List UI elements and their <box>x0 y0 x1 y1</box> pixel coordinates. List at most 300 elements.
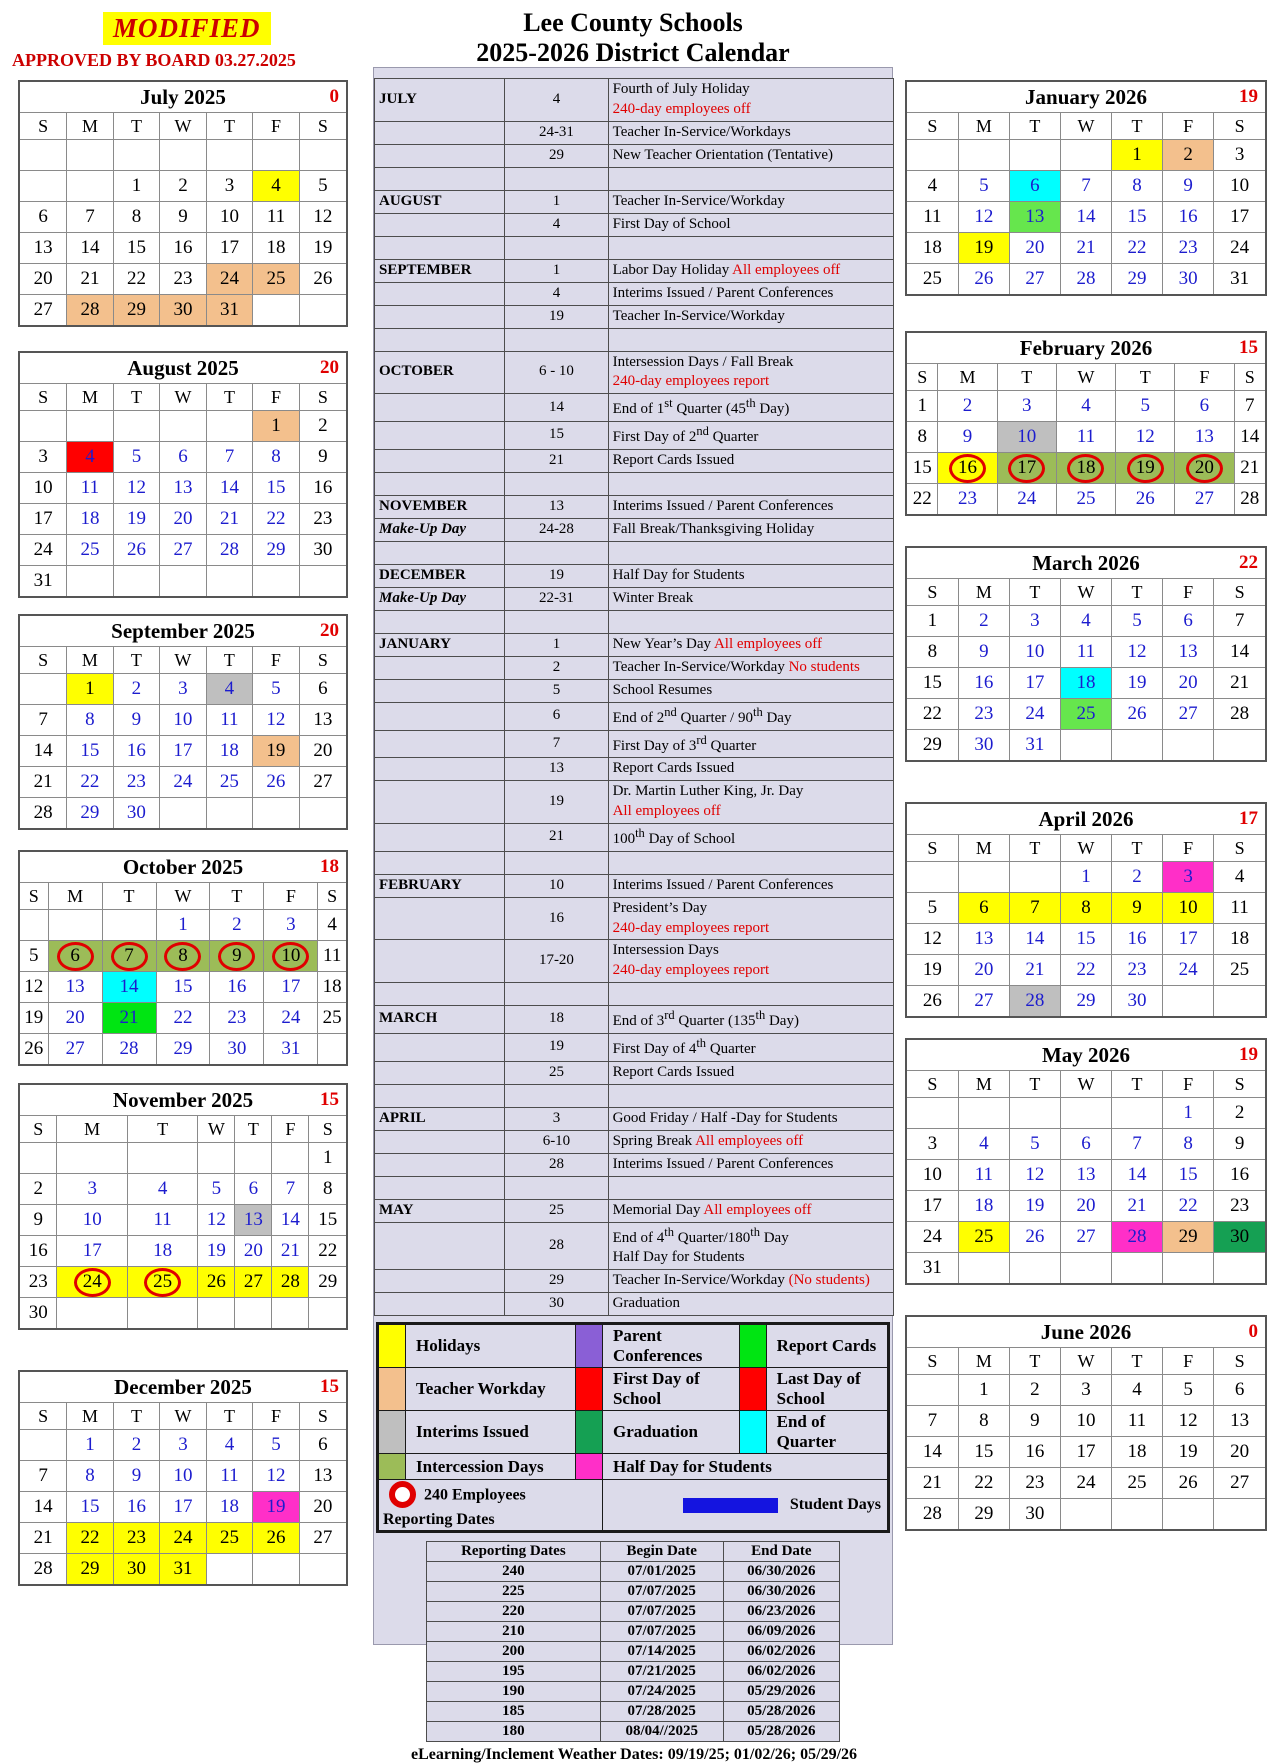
day-cell: 8 <box>309 1174 347 1205</box>
event-description <box>608 1084 893 1107</box>
reporting-row <box>427 1582 840 1602</box>
day-cell: 26 <box>1116 484 1175 516</box>
event-description <box>608 897 893 940</box>
day-cell <box>160 566 207 598</box>
day-cell <box>253 798 300 830</box>
week-row <box>906 422 1266 453</box>
day-cell: 30 <box>19 1298 57 1330</box>
event-month <box>375 781 505 824</box>
day-cell: 6 <box>160 442 207 473</box>
week-row <box>19 233 347 264</box>
day-cell: 10 <box>19 473 67 504</box>
event-text-segment: No students <box>788 658 860 675</box>
day-cell: 9 <box>299 442 347 473</box>
day-cell <box>1175 453 1234 484</box>
day-cell: 20 <box>299 736 347 767</box>
weekday-header: F <box>1163 1071 1214 1098</box>
day-cell: 19 <box>253 736 300 767</box>
weekday-header-row <box>906 1071 1266 1098</box>
event-month <box>375 1033 505 1061</box>
day-cell: 11 <box>206 1461 253 1492</box>
day-cell: 27 <box>1009 264 1060 296</box>
event-row <box>375 121 894 144</box>
day-cell: 6 <box>19 202 67 233</box>
weekday-header: W <box>1060 1071 1111 1098</box>
event-row <box>375 823 894 851</box>
calendar-title-row <box>906 547 1266 579</box>
month-name: January 2026 <box>1025 84 1147 109</box>
day-cell: 17 <box>160 736 207 767</box>
day-cell: 4 <box>318 910 347 941</box>
day-cell <box>156 941 210 972</box>
event-text-segment: New Year’s Day <box>612 635 714 652</box>
day-cell: 22 <box>309 1236 347 1267</box>
day-cell: 14 <box>19 1492 67 1523</box>
week-row <box>906 1437 1266 1468</box>
week-row <box>19 1205 347 1236</box>
day-cell: 21 <box>272 1236 309 1267</box>
reporting-cell: 06/30/2026 <box>723 1562 839 1582</box>
day-cell: 3 <box>264 910 318 941</box>
calendar-title-row <box>19 615 347 647</box>
day-cell: 5 <box>906 893 958 924</box>
event-month <box>375 702 505 730</box>
day-cell: 14 <box>67 233 114 264</box>
day-cell: 1 <box>113 171 160 202</box>
month-calendar <box>905 546 1267 762</box>
event-description <box>608 1176 893 1199</box>
approved-by-board-text: APPROVED BY BOARD 03.27.2025 <box>12 50 296 70</box>
week-row <box>906 924 1266 955</box>
day-cell: 23 <box>299 504 347 535</box>
week-row <box>906 730 1266 762</box>
weekday-header: S <box>19 647 67 674</box>
day-cell: 6 <box>1009 171 1060 202</box>
day-cell <box>997 453 1056 484</box>
weekday-header: T <box>113 384 160 411</box>
day-cell <box>1163 1499 1214 1531</box>
event-spacer-row <box>375 472 894 495</box>
day-cell <box>19 910 48 941</box>
reporting-date-circle: 20 <box>1186 454 1223 483</box>
day-cell: 20 <box>1163 668 1214 699</box>
day-cell: 23 <box>1112 955 1163 986</box>
weekday-header: W <box>1060 579 1111 606</box>
week-row <box>19 295 347 327</box>
event-description <box>608 781 893 824</box>
event-row <box>375 259 894 282</box>
event-description <box>608 1005 893 1033</box>
event-text-segment: All employees off <box>713 635 823 652</box>
day-cell: 18 <box>958 1191 1009 1222</box>
day-cell: 9 <box>958 637 1009 668</box>
day-cell: 14 <box>1234 422 1266 453</box>
reporting-cell: 07/07/2025 <box>600 1622 723 1642</box>
day-cell: 15 <box>253 473 300 504</box>
day-cell: 15 <box>1163 1160 1214 1191</box>
day-cell: 29 <box>113 295 160 327</box>
reporting-date-circle: 24 <box>74 1268 111 1297</box>
day-cell: 19 <box>958 233 1009 264</box>
day-cell <box>1060 140 1111 171</box>
day-cell <box>67 411 114 442</box>
day-cell: 29 <box>1163 1222 1214 1253</box>
event-description <box>608 940 893 983</box>
reporting-dates-table <box>426 1541 840 1742</box>
event-description <box>608 394 893 422</box>
day-cell <box>19 140 67 171</box>
event-text-segment: 240-day employees report <box>612 373 770 390</box>
day-cell: 28 <box>206 535 253 566</box>
day-cell: 19 <box>19 1003 48 1034</box>
weekday-header: S <box>19 1403 67 1430</box>
event-spacer-row <box>375 328 894 351</box>
event-text-segment: Teacher In-Service/Workday <box>612 658 789 675</box>
event-text-segment: School Resumes <box>612 681 713 698</box>
event-row <box>375 144 894 167</box>
event-month <box>375 1130 505 1153</box>
weekday-header: M <box>938 364 997 391</box>
page-title <box>373 8 893 68</box>
month-name: October 2025 <box>122 854 244 879</box>
event-month: MARCH <box>375 1005 505 1033</box>
calendar-title <box>906 1039 1266 1071</box>
day-cell <box>1163 730 1214 762</box>
event-row <box>375 940 894 983</box>
event-month <box>375 1222 505 1270</box>
day-cell <box>299 1554 347 1586</box>
weekday-header: T <box>1009 1348 1060 1375</box>
week-row <box>19 1298 347 1330</box>
day-cell: 21 <box>1214 668 1266 699</box>
day-cell: 28 <box>19 1554 67 1586</box>
event-text-segment: Intersession Days <box>612 942 719 959</box>
week-row <box>19 1461 347 1492</box>
event-date: 29 <box>505 144 608 167</box>
event-row <box>375 1293 894 1316</box>
reporting-cell: 08/04//2025 <box>600 1722 723 1742</box>
calendar-title <box>19 1371 347 1403</box>
day-cell: 16 <box>1112 924 1163 955</box>
day-cell: 2 <box>938 391 997 422</box>
reporting-cell: 07/07/2025 <box>600 1582 723 1602</box>
weekday-header-row <box>906 113 1266 140</box>
day-cell <box>206 140 253 171</box>
event-description <box>608 328 893 351</box>
week-row <box>906 986 1266 1018</box>
weekday-header: T <box>206 113 253 140</box>
day-cell: 7 <box>906 1406 958 1437</box>
day-cell: 27 <box>48 1034 102 1066</box>
day-cell: 26 <box>906 986 958 1018</box>
event-spacer-row <box>375 610 894 633</box>
event-date: 15 <box>505 421 608 449</box>
day-cell <box>210 941 264 972</box>
event-date: 7 <box>505 730 608 758</box>
weekday-header: S <box>1214 1071 1266 1098</box>
day-cell <box>309 1298 347 1330</box>
event-description <box>608 259 893 282</box>
week-row <box>906 1098 1266 1129</box>
legend-label-last-day: Last Day of School <box>766 1368 888 1411</box>
event-description <box>608 823 893 851</box>
day-cell: 22 <box>1163 1191 1214 1222</box>
weekday-header: T <box>1112 113 1163 140</box>
event-text-segment: Half Day for Students <box>612 566 745 583</box>
left-month-column <box>18 80 348 1586</box>
event-row <box>375 1199 894 1222</box>
legend-label-holidays: Holidays <box>406 1324 576 1368</box>
day-cell: 5 <box>253 674 300 705</box>
day-cell: 27 <box>160 535 207 566</box>
event-text-segment: First Day of 2nd Quarter <box>612 423 759 445</box>
day-cell <box>19 1430 67 1461</box>
day-cell: 11 <box>958 1160 1009 1191</box>
day-cell <box>57 1298 127 1330</box>
event-row <box>375 1153 894 1176</box>
day-cell: 7 <box>19 1461 67 1492</box>
day-cell <box>272 1143 309 1174</box>
day-cell: 18 <box>67 504 114 535</box>
month-name: August 2025 <box>127 355 239 380</box>
day-cell: 1 <box>67 1430 114 1461</box>
day-cell: 15 <box>1112 202 1163 233</box>
event-date: 25 <box>505 1061 608 1084</box>
weekday-header: W <box>1056 364 1115 391</box>
day-cell <box>235 1143 272 1174</box>
reporting-row <box>427 1562 840 1582</box>
day-cell: 26 <box>253 1523 300 1554</box>
month-name: March 2026 <box>1032 550 1140 575</box>
day-cell: 10 <box>160 1461 207 1492</box>
day-cell: 27 <box>1214 1468 1266 1499</box>
day-cell <box>113 411 160 442</box>
day-cell <box>1112 1499 1163 1531</box>
day-cell: 30 <box>210 1034 264 1066</box>
weekday-header: S <box>906 1071 958 1098</box>
day-cell: 21 <box>906 1468 958 1499</box>
event-text-segment: Teacher In-Service/Workday <box>612 307 785 324</box>
event-date: 28 <box>505 1153 608 1176</box>
day-cell: 11 <box>67 473 114 504</box>
day-cell: 31 <box>206 295 253 327</box>
day-cell: 4 <box>206 674 253 705</box>
event-month <box>375 1293 505 1316</box>
event-month <box>375 851 505 874</box>
event-text-segment: All employees off <box>732 261 841 278</box>
event-date: 14 <box>505 394 608 422</box>
day-cell: 4 <box>1112 1375 1163 1406</box>
event-description <box>608 874 893 897</box>
reporting-cell: 07/28/2025 <box>600 1702 723 1722</box>
event-row <box>375 679 894 702</box>
weekday-header: M <box>67 113 114 140</box>
day-cell <box>1116 453 1175 484</box>
event-row <box>375 213 894 236</box>
day-cell: 12 <box>19 972 48 1003</box>
week-row <box>19 535 347 566</box>
event-text-segment: First Day of 3rd Quarter <box>612 732 757 754</box>
day-cell: 3 <box>1009 606 1060 637</box>
day-cell: 26 <box>19 1034 48 1066</box>
day-cell <box>206 798 253 830</box>
day-cell: 3 <box>160 674 207 705</box>
day-cell: 6 <box>1175 391 1234 422</box>
event-text-segment: First Day of 4th Quarter <box>612 1035 756 1057</box>
day-cell <box>19 1143 57 1174</box>
week-row <box>19 767 347 798</box>
event-text-segment: Interims Issued / Parent Conferences <box>612 1155 834 1172</box>
calendar-title-row <box>19 81 347 113</box>
day-cell: 18 <box>206 1492 253 1523</box>
event-month: DECEMBER <box>375 564 505 587</box>
day-cell: 30 <box>1214 1222 1266 1253</box>
day-cell <box>1163 986 1214 1018</box>
day-cell <box>198 1143 235 1174</box>
event-month <box>375 282 505 305</box>
day-cell: 23 <box>1214 1191 1266 1222</box>
weekday-header: S <box>906 579 958 606</box>
event-month: SEPTEMBER <box>375 259 505 282</box>
event-date: 4 <box>505 213 608 236</box>
event-description <box>608 213 893 236</box>
event-date <box>505 610 608 633</box>
event-description <box>608 1130 893 1153</box>
legend-label-first-day: First Day of School <box>602 1368 739 1411</box>
day-cell: 1 <box>67 674 114 705</box>
weekday-header: F <box>272 1116 309 1143</box>
weekday-header: F <box>253 113 300 140</box>
calendar-title-row <box>906 332 1266 364</box>
weekday-header: S <box>19 113 67 140</box>
day-cell: 18 <box>1060 668 1111 699</box>
day-cell: 10 <box>1214 171 1266 202</box>
day-cell: 22 <box>156 1003 210 1034</box>
day-cell: 12 <box>299 202 347 233</box>
day-cell: 25 <box>253 264 300 295</box>
day-cell: 1 <box>1112 140 1163 171</box>
day-cell: 3 <box>1163 862 1214 893</box>
month-name: December 2025 <box>114 1374 252 1399</box>
weekday-header-row <box>19 883 347 910</box>
day-cell: 14 <box>1060 202 1111 233</box>
event-row <box>375 758 894 781</box>
weekday-header: W <box>160 113 207 140</box>
day-cell: 3 <box>1214 140 1266 171</box>
month-name: May 2026 <box>1041 1042 1131 1067</box>
event-date: 19 <box>505 1033 608 1061</box>
week-row <box>19 504 347 535</box>
day-cell: 22 <box>906 484 938 516</box>
event-row <box>375 1107 894 1130</box>
week-row <box>19 1267 347 1298</box>
day-cell: 25 <box>206 1523 253 1554</box>
day-cell: 8 <box>906 422 938 453</box>
event-description <box>608 351 893 394</box>
day-cell <box>235 1298 272 1330</box>
event-month <box>375 656 505 679</box>
day-cell: 16 <box>1009 1437 1060 1468</box>
day-cell <box>48 910 102 941</box>
week-row <box>19 941 347 972</box>
day-cell: 25 <box>67 535 114 566</box>
day-cell: 2 <box>1214 1098 1266 1129</box>
month-name: June 2026 <box>1040 1319 1132 1344</box>
day-cell: 31 <box>19 566 67 598</box>
week-row <box>19 705 347 736</box>
reporting-date-circle: 10 <box>272 942 309 971</box>
event-row <box>375 730 894 758</box>
event-month <box>375 730 505 758</box>
event-date: 3 <box>505 1107 608 1130</box>
day-cell: 10 <box>206 202 253 233</box>
day-cell: 7 <box>206 442 253 473</box>
day-cell: 28 <box>1009 986 1060 1018</box>
legend-label-half-day: Half Day for Students <box>602 1454 888 1480</box>
week-row <box>906 668 1266 699</box>
weekday-header: T <box>1112 1071 1163 1098</box>
day-cell <box>1112 1253 1163 1285</box>
week-row <box>906 202 1266 233</box>
weekday-header: W <box>1060 113 1111 140</box>
event-date: 21 <box>505 449 608 472</box>
event-spacer-row <box>375 167 894 190</box>
day-cell: 7 <box>1060 171 1111 202</box>
reporting-cell: 06/23/2026 <box>723 1602 839 1622</box>
week-row <box>906 1222 1266 1253</box>
day-cell: 21 <box>1234 453 1266 484</box>
event-month <box>375 679 505 702</box>
weekday-header: T <box>1112 835 1163 862</box>
weekday-header: T <box>1009 113 1060 140</box>
day-cell: 8 <box>253 442 300 473</box>
day-cell: 22 <box>253 504 300 535</box>
weekday-header: S <box>906 835 958 862</box>
month-calendar <box>905 331 1267 516</box>
day-cell: 17 <box>1060 1437 1111 1468</box>
day-cell: 23 <box>19 1267 57 1298</box>
day-cell: 17 <box>1214 202 1266 233</box>
day-cell: 23 <box>938 484 997 516</box>
weekday-header: S <box>299 1403 347 1430</box>
day-cell: 16 <box>113 1492 160 1523</box>
legend-swatch-holidays <box>378 1324 406 1368</box>
weekday-header: S <box>19 1116 57 1143</box>
day-cell: 14 <box>1009 924 1060 955</box>
legend-swatch-graduation <box>575 1411 602 1454</box>
week-row <box>906 1191 1266 1222</box>
weekday-header: F <box>264 883 318 910</box>
day-cell <box>906 1098 958 1129</box>
day-cell: 14 <box>272 1205 309 1236</box>
event-date: 29 <box>505 1270 608 1293</box>
event-text-segment: Fourth of July Holiday <box>612 81 750 97</box>
weekday-header: S <box>1214 835 1266 862</box>
week-row <box>906 1253 1266 1285</box>
event-spacer-row <box>375 851 894 874</box>
day-cell: 15 <box>958 1437 1009 1468</box>
day-cell: 12 <box>253 1461 300 1492</box>
day-cell: 10 <box>1009 637 1060 668</box>
event-month: FEBRUARY <box>375 874 505 897</box>
day-cell: 9 <box>113 1461 160 1492</box>
day-cell: 19 <box>113 504 160 535</box>
day-cell: 29 <box>156 1034 210 1066</box>
weekday-header: M <box>57 1116 127 1143</box>
day-cell: 2 <box>958 606 1009 637</box>
calendar-title-row <box>906 803 1266 835</box>
week-row <box>906 1499 1266 1531</box>
